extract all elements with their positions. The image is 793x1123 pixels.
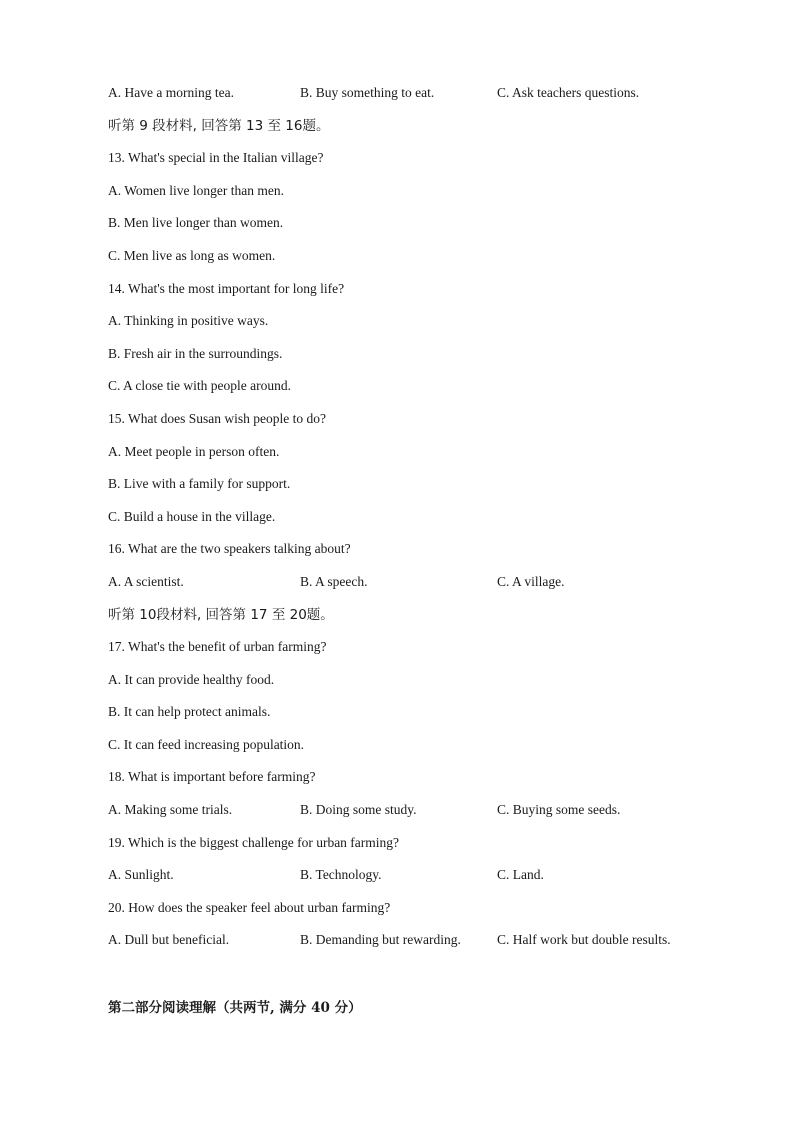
question-20: 20. How does the speaker feel about urban farming? [108, 899, 391, 915]
option-b: B. Demanding but rewarding. [300, 932, 461, 948]
option-14-c: C. A close tie with people around. [108, 378, 291, 394]
question-13: 13. What's special in the Italian village? [108, 150, 324, 166]
option-17-a: A. It can provide healthy food. [108, 671, 275, 687]
option-13-a: A. Women live longer than men. [108, 182, 285, 198]
section-heading: 第二部分阅读理解（共两节, 满分 40 分） [108, 1000, 362, 1016]
answer-options-16 [108, 573, 768, 606]
option-b: B. Technology. [300, 867, 382, 883]
option-13-b: B. Men live longer than women. [108, 215, 284, 231]
instruction-material-10: 听第 10段材料, 回答第 17 至 20题。 [108, 606, 334, 623]
question-16: 16. What are the two speakers talking about? [108, 541, 351, 557]
question-15: 15. What does Susan wish people to do? [108, 410, 326, 426]
answer-options-18 [108, 801, 768, 834]
question-14: 14. What's the most important for long life? [108, 280, 345, 296]
option-a: A. Dull but beneficial. [108, 932, 230, 948]
option-b: B. A speech. [300, 573, 368, 589]
answer-options-20 [108, 931, 768, 964]
option-17-c: C. It can feed increasing population. [108, 736, 305, 752]
option-c: C. Buying some seeds. [497, 802, 621, 818]
answer-options-19 [108, 866, 768, 899]
option-17-b: B. It can help protect animals. [108, 704, 271, 720]
option-15-b: B. Live with a family for support. [108, 476, 291, 492]
question-18: 18. What is important before farming? [108, 769, 316, 785]
option-c: C. Half work but double results. [497, 932, 671, 948]
option-a: A. Making some trials. [108, 802, 233, 818]
listening-questions [108, 84, 768, 964]
option-14-b: B. Fresh air in the surroundings. [108, 345, 283, 361]
option-b: B. Buy something to eat. [300, 85, 435, 100]
option-14-a: A. Thinking in positive ways. [108, 313, 269, 329]
option-15-a: A. Meet people in person often. [108, 443, 280, 459]
option-15-c: C. Build a house in the village. [108, 508, 276, 524]
option-a: A. Sunlight. [108, 867, 174, 883]
question-19: 19. Which is the biggest challenge for urban farming? [108, 834, 400, 850]
option-c: C. A village. [497, 573, 565, 589]
option-c: C. Ask teachers questions. [497, 85, 640, 100]
option-c: C. Land. [497, 867, 544, 883]
option-13-c: C. Men live as long as women. [108, 247, 276, 263]
option-b: B. Doing some study. [300, 802, 417, 818]
instruction-material-9: 听第 9 段材料, 回答第 13 至 16题。 [108, 117, 330, 134]
question-17: 17. What's the benefit of urban farming? [108, 639, 327, 655]
option-a: A. Have a morning tea. [108, 85, 234, 100]
answer-options-12 [108, 84, 768, 117]
option-a: A. A scientist. [108, 573, 184, 589]
